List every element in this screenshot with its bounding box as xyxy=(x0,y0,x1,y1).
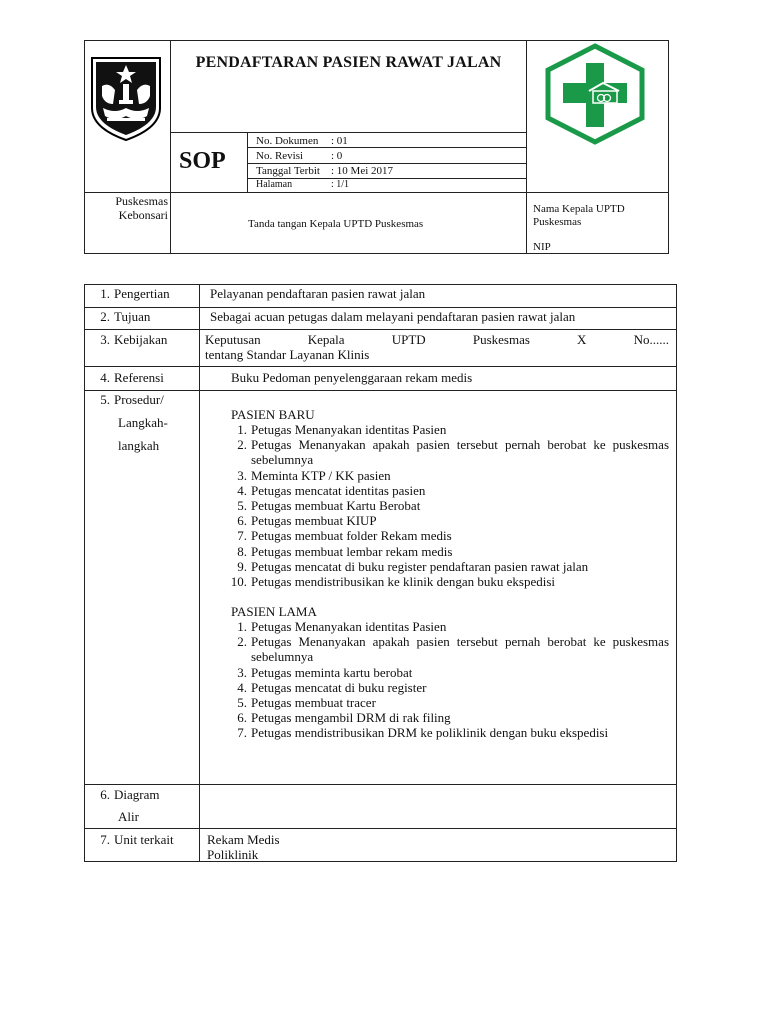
list-item xyxy=(229,544,669,559)
list-item xyxy=(229,498,669,513)
list-item xyxy=(229,665,669,680)
step-text: Petugas mencatat di buku register xyxy=(251,679,427,695)
kebijakan-text: Keputusan Kepala UPTD Puskesmas X No...... xyxy=(205,332,669,347)
step-number: 1. xyxy=(237,422,247,437)
table-row-label: 6. Diagram xyxy=(100,787,160,802)
pasien-lama-heading: PASIEN LAMA xyxy=(231,604,317,619)
step-text: Petugas Menanyakan identitas Pasien xyxy=(251,619,447,634)
step-text: Petugas Menanyakan apakah pasien tersebut pernah berobat ke puskesmas sebelumnya xyxy=(251,437,669,468)
step-number: 2. xyxy=(237,634,247,650)
meta-row xyxy=(256,134,348,148)
list-item xyxy=(229,574,669,589)
list-item xyxy=(229,437,669,467)
list-item xyxy=(229,619,669,634)
list-item xyxy=(229,528,669,543)
step-text: Petugas mendistribusikan DRM ke poliklinik dengan buku ekspedisi xyxy=(251,725,609,741)
step-number: 5. xyxy=(237,695,247,711)
meta-row xyxy=(256,164,393,178)
step-text: Petugas Menanyakan identitas Pasien xyxy=(251,422,447,437)
header-divider xyxy=(170,132,527,133)
pengertian-text: Pelayanan pendaftaran pasien rawat jalan xyxy=(210,286,426,301)
list-item xyxy=(229,513,669,528)
step-text: Petugas meminta kartu berobat xyxy=(251,664,413,680)
table-divider xyxy=(84,307,677,308)
table-row-label: 2. Tujuan xyxy=(100,309,151,324)
table-row-label: langkah xyxy=(118,438,160,453)
table-divider xyxy=(84,329,677,330)
step-text: Petugas membuat folder Rekam medis xyxy=(251,528,452,544)
step-number: 6. xyxy=(237,513,247,529)
pasien-baru-steps xyxy=(229,422,669,589)
table-divider xyxy=(84,366,677,367)
step-text: Petugas mencatat identitas pasien xyxy=(251,482,426,498)
step-number: 4. xyxy=(237,679,247,695)
step-text: Petugas mencatat di buku register pendaftaran pasien rawat jalan xyxy=(251,558,589,574)
referensi-text: Buku Pedoman penyelenggaraan rekam medis xyxy=(231,370,473,385)
meta-value: : 01 xyxy=(331,135,348,147)
step-number: 9. xyxy=(237,558,247,574)
step-text: Petugas mendistribusikan ke klinik dengan buku ekspedisi xyxy=(251,574,556,590)
table-row-label: 1. Pengertian xyxy=(100,286,170,301)
list-item xyxy=(229,483,669,498)
meta-value: : 10 Mei 2017 xyxy=(331,165,394,177)
header-divider xyxy=(84,192,669,193)
meta-row xyxy=(256,149,342,163)
header-divider xyxy=(170,40,171,254)
step-number: 3. xyxy=(237,664,247,680)
signature-label: Tanda tangan Kepala UPTD Puskesmas xyxy=(248,218,424,230)
table-divider xyxy=(199,284,200,862)
meta-key: Tanggal Terbit xyxy=(256,165,320,177)
step-text: Petugas membuat lembar rekam medis xyxy=(251,543,453,559)
table-row-label: Langkah- xyxy=(118,415,168,430)
table-divider xyxy=(84,390,677,391)
meta-key: No. Revisi xyxy=(256,150,304,162)
kebijakan-text: tentang Standar Layanan Klinis xyxy=(205,347,370,362)
step-number: 8. xyxy=(237,543,247,559)
nip-label: NIP xyxy=(533,241,551,253)
step-text: Meminta KTP / KK pasien xyxy=(251,467,391,483)
table-row-label: 3. Kebijakan xyxy=(100,332,168,347)
document-title: PENDAFTARAN PASIEN RAWAT JALAN xyxy=(195,54,502,71)
list-item xyxy=(229,680,669,695)
step-text: Petugas Menanyakan apakah pasien tersebut pernah berobat ke puskesmas sebelumnya xyxy=(251,634,669,665)
step-number: 1. xyxy=(237,619,247,634)
pasien-baru-heading: PASIEN BARU xyxy=(231,407,315,422)
table-divider xyxy=(84,784,677,785)
meta-row xyxy=(256,179,349,191)
pasien-lama-steps xyxy=(229,619,669,741)
table-row-label: Alir xyxy=(118,809,139,824)
step-text: Petugas membuat KIUP xyxy=(251,513,377,529)
step-number: 2. xyxy=(237,437,247,453)
meta-key: Halaman xyxy=(256,179,293,190)
list-item xyxy=(229,422,669,437)
step-text: Petugas membuat tracer xyxy=(251,695,376,711)
list-item xyxy=(229,559,669,574)
tujuan-text: Sebagai acuan petugas dalam melayani pendaftaran pasien rawat jalan xyxy=(210,309,576,324)
step-text: Petugas mengambil DRM di rak filing xyxy=(251,710,451,726)
step-number: 7. xyxy=(237,528,247,544)
province-emblem-icon xyxy=(89,56,163,142)
step-number: 6. xyxy=(237,710,247,726)
table-divider xyxy=(84,828,677,829)
header-divider xyxy=(247,132,248,192)
step-number: 4. xyxy=(237,482,247,498)
meta-value: : 1/1 xyxy=(331,179,350,190)
org-name: Puskesmas Kebonsari xyxy=(115,194,168,222)
list-item xyxy=(229,725,669,740)
list-item xyxy=(229,634,669,664)
step-text: Petugas membuat Kartu Berobat xyxy=(251,498,421,514)
list-item xyxy=(229,710,669,725)
table-row-label: 5. Prosedur/ xyxy=(100,392,164,407)
puskesmas-logo-icon xyxy=(543,43,647,145)
table-row-label: 4. Referensi xyxy=(100,370,164,385)
step-number: 5. xyxy=(237,498,247,514)
step-number: 3. xyxy=(237,467,247,483)
unit-text: Rekam Medis Poliklinik xyxy=(207,832,280,862)
list-item xyxy=(229,468,669,483)
meta-key: No. Dokumen xyxy=(256,135,319,147)
table-row-label: 7. Unit terkait xyxy=(100,832,174,847)
head-name-label: Nama Kepala UPTD Puskesmas xyxy=(533,203,625,228)
step-number: 7. xyxy=(237,725,247,741)
sop-label: SOP xyxy=(179,148,226,174)
meta-value: : 0 xyxy=(331,150,343,162)
list-item xyxy=(229,695,669,710)
step-number: 10. xyxy=(230,574,247,590)
